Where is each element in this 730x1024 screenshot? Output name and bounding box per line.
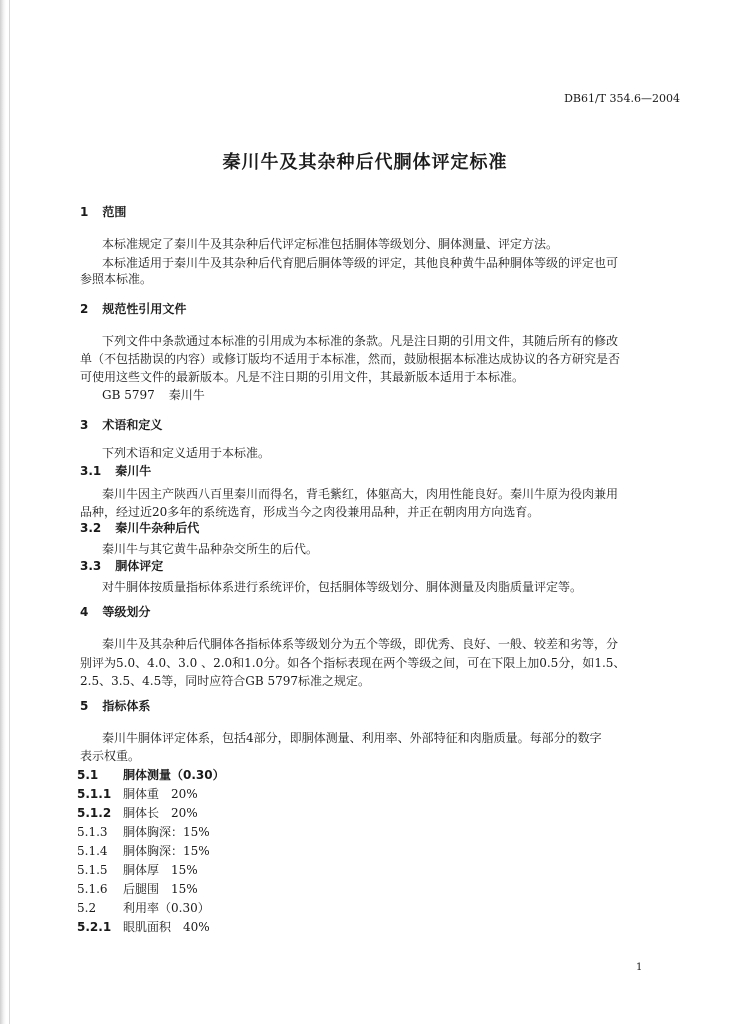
indicator-item (77, 768, 225, 782)
term-3-1-definition-line-2: 品种，经过近20多年的系统选育，形成当今之肉役兼用品种，并正在朝肉用方向选育。 (80, 505, 540, 519)
indicator-item (77, 863, 198, 877)
section-2-paragraph-line-3: 可使用这些文件的最新版本。凡是不注日期的引用文件，其最新版本适用于本标准。 (80, 370, 525, 384)
indicator-text: 胴体长 20% (123, 806, 198, 820)
indicator-text: 胴体重 20% (123, 787, 198, 801)
indicator-item (77, 844, 210, 858)
indicator-number: 5.1.2 (77, 806, 112, 820)
indicator-item (77, 787, 198, 801)
section-number: 4 (80, 605, 89, 619)
indicator-text: 胴体厚 15% (123, 863, 198, 877)
term-3-3-definition: 对牛胴体按质量指标体系进行系统评价，包括胴体等级划分、胴体测量及肉脂质量评定等。 (102, 580, 583, 594)
section-4-paragraph-line-3: 2.5、3.5、4.5等，同时应符合GB 5797标准之规定。 (80, 674, 371, 688)
indicator-number: 5.1.5 (77, 863, 108, 877)
normative-reference (102, 388, 205, 402)
reference-code: GB 5797 (102, 388, 155, 402)
term-number: 3.2 (80, 521, 102, 535)
term-title: 秦川牛杂种后代 (115, 521, 200, 535)
section-5-paragraph-line-1: 秦川牛胴体评定体系，包括4部分，即胴体测量、利用率、外部特征和肉脂质量。每部分的数字 (102, 731, 602, 745)
section-3-intro: 下列术语和定义适用于本标准。 (102, 446, 271, 460)
section-1-paragraph-1: 本标准规定了秦川牛及其杂种后代评定标准包括胴体等级划分、胴体测量、评定方法。 (102, 237, 559, 251)
section-5-heading (80, 699, 150, 713)
document-code: DB61/T 354.6—2004 (564, 92, 680, 105)
section-1-paragraph-2-line-1: 本标准适用于秦川牛及其杂种后代育肥后胴体等级的评定，其他良种黄牛品种胴体等级的评定也可 (102, 256, 619, 270)
section-heading-text: 等级划分 (102, 605, 151, 619)
term-3-2-heading (80, 521, 199, 535)
indicator-text: 后腿围 15% (123, 882, 198, 896)
indicator-text: 胴体胸深：15% (123, 844, 210, 858)
section-number: 2 (80, 302, 89, 316)
term-title: 秦川牛 (115, 464, 152, 478)
section-2-paragraph-line-2: 单（不包括勘误的内容）或修订版均不适用于本标准，然而，鼓励根据本标准达成协议的各方研究是否 (80, 352, 621, 366)
section-1-paragraph-2-line-2: 参照本标准。 (80, 272, 153, 286)
section-5-paragraph-line-2: 表示权重。 (80, 749, 141, 763)
indicator-text: 胴体胸深：15% (123, 825, 210, 839)
section-3-heading (80, 418, 162, 432)
indicator-number: 5.2.1 (77, 920, 112, 934)
term-number: 3.1 (80, 464, 102, 478)
term-3-3-heading (80, 559, 163, 573)
page-number: 1 (636, 962, 643, 973)
term-3-1-heading (80, 464, 151, 478)
indicator-text: 利用率（0.30） (123, 901, 210, 915)
reference-name: 秦川牛 (168, 388, 205, 402)
indicator-number: 5.2 (77, 901, 97, 915)
section-heading-text: 术语和定义 (102, 418, 163, 432)
indicator-number: 5.1.3 (77, 825, 108, 839)
indicator-item (77, 920, 210, 934)
section-2-paragraph-line-1: 下列文件中条款通过本标准的引用成为本标准的条款。凡是注日期的引用文件，其随后所有的修改 (102, 334, 619, 348)
section-4-paragraph-line-2: 别评为5.0、4.0、3.0 、2.0和1.0分。如各个指标表现在两个等级之间，可在下限上加0.5分，如1.5、 (80, 656, 626, 670)
section-1-heading (80, 205, 126, 219)
term-3-1-definition-line-1: 秦川牛因主产陕西八百里秦川而得名，背毛紫红，体躯高大，肉用性能良好。秦川牛原为役肉兼用 (102, 487, 619, 501)
section-heading-text: 指标体系 (102, 699, 151, 713)
section-number: 1 (80, 205, 89, 219)
indicator-text: 眼肌面积 40% (123, 920, 210, 934)
indicator-item (77, 806, 198, 820)
indicator-item (77, 825, 210, 839)
indicator-text: 胴体测量（0.30） (123, 768, 225, 782)
term-number: 3.3 (80, 559, 102, 573)
indicator-number: 5.1.1 (77, 787, 112, 801)
indicator-number: 5.1 (77, 768, 99, 782)
term-3-2-definition: 秦川牛与其它黄牛品种杂交所生的后代。 (102, 542, 319, 556)
section-number: 3 (80, 418, 89, 432)
indicator-item (77, 901, 210, 915)
term-title: 胴体评定 (115, 559, 164, 573)
section-heading-text: 规范性引用文件 (102, 302, 187, 316)
document-title: 秦川牛及其杂种后代胴体评定标准 (222, 152, 508, 173)
indicator-item (77, 882, 198, 896)
section-number: 5 (80, 699, 89, 713)
indicator-number: 5.1.6 (77, 882, 108, 896)
indicator-number: 5.1.4 (77, 844, 108, 858)
section-heading-text: 范围 (102, 205, 127, 219)
section-4-heading (80, 605, 150, 619)
section-2-heading (80, 302, 186, 316)
section-4-paragraph-line-1: 秦川牛及其杂种后代胴体各指标体系等级划分为五个等级，即优秀、良好、一般、较差和劣等，分 (102, 637, 619, 651)
